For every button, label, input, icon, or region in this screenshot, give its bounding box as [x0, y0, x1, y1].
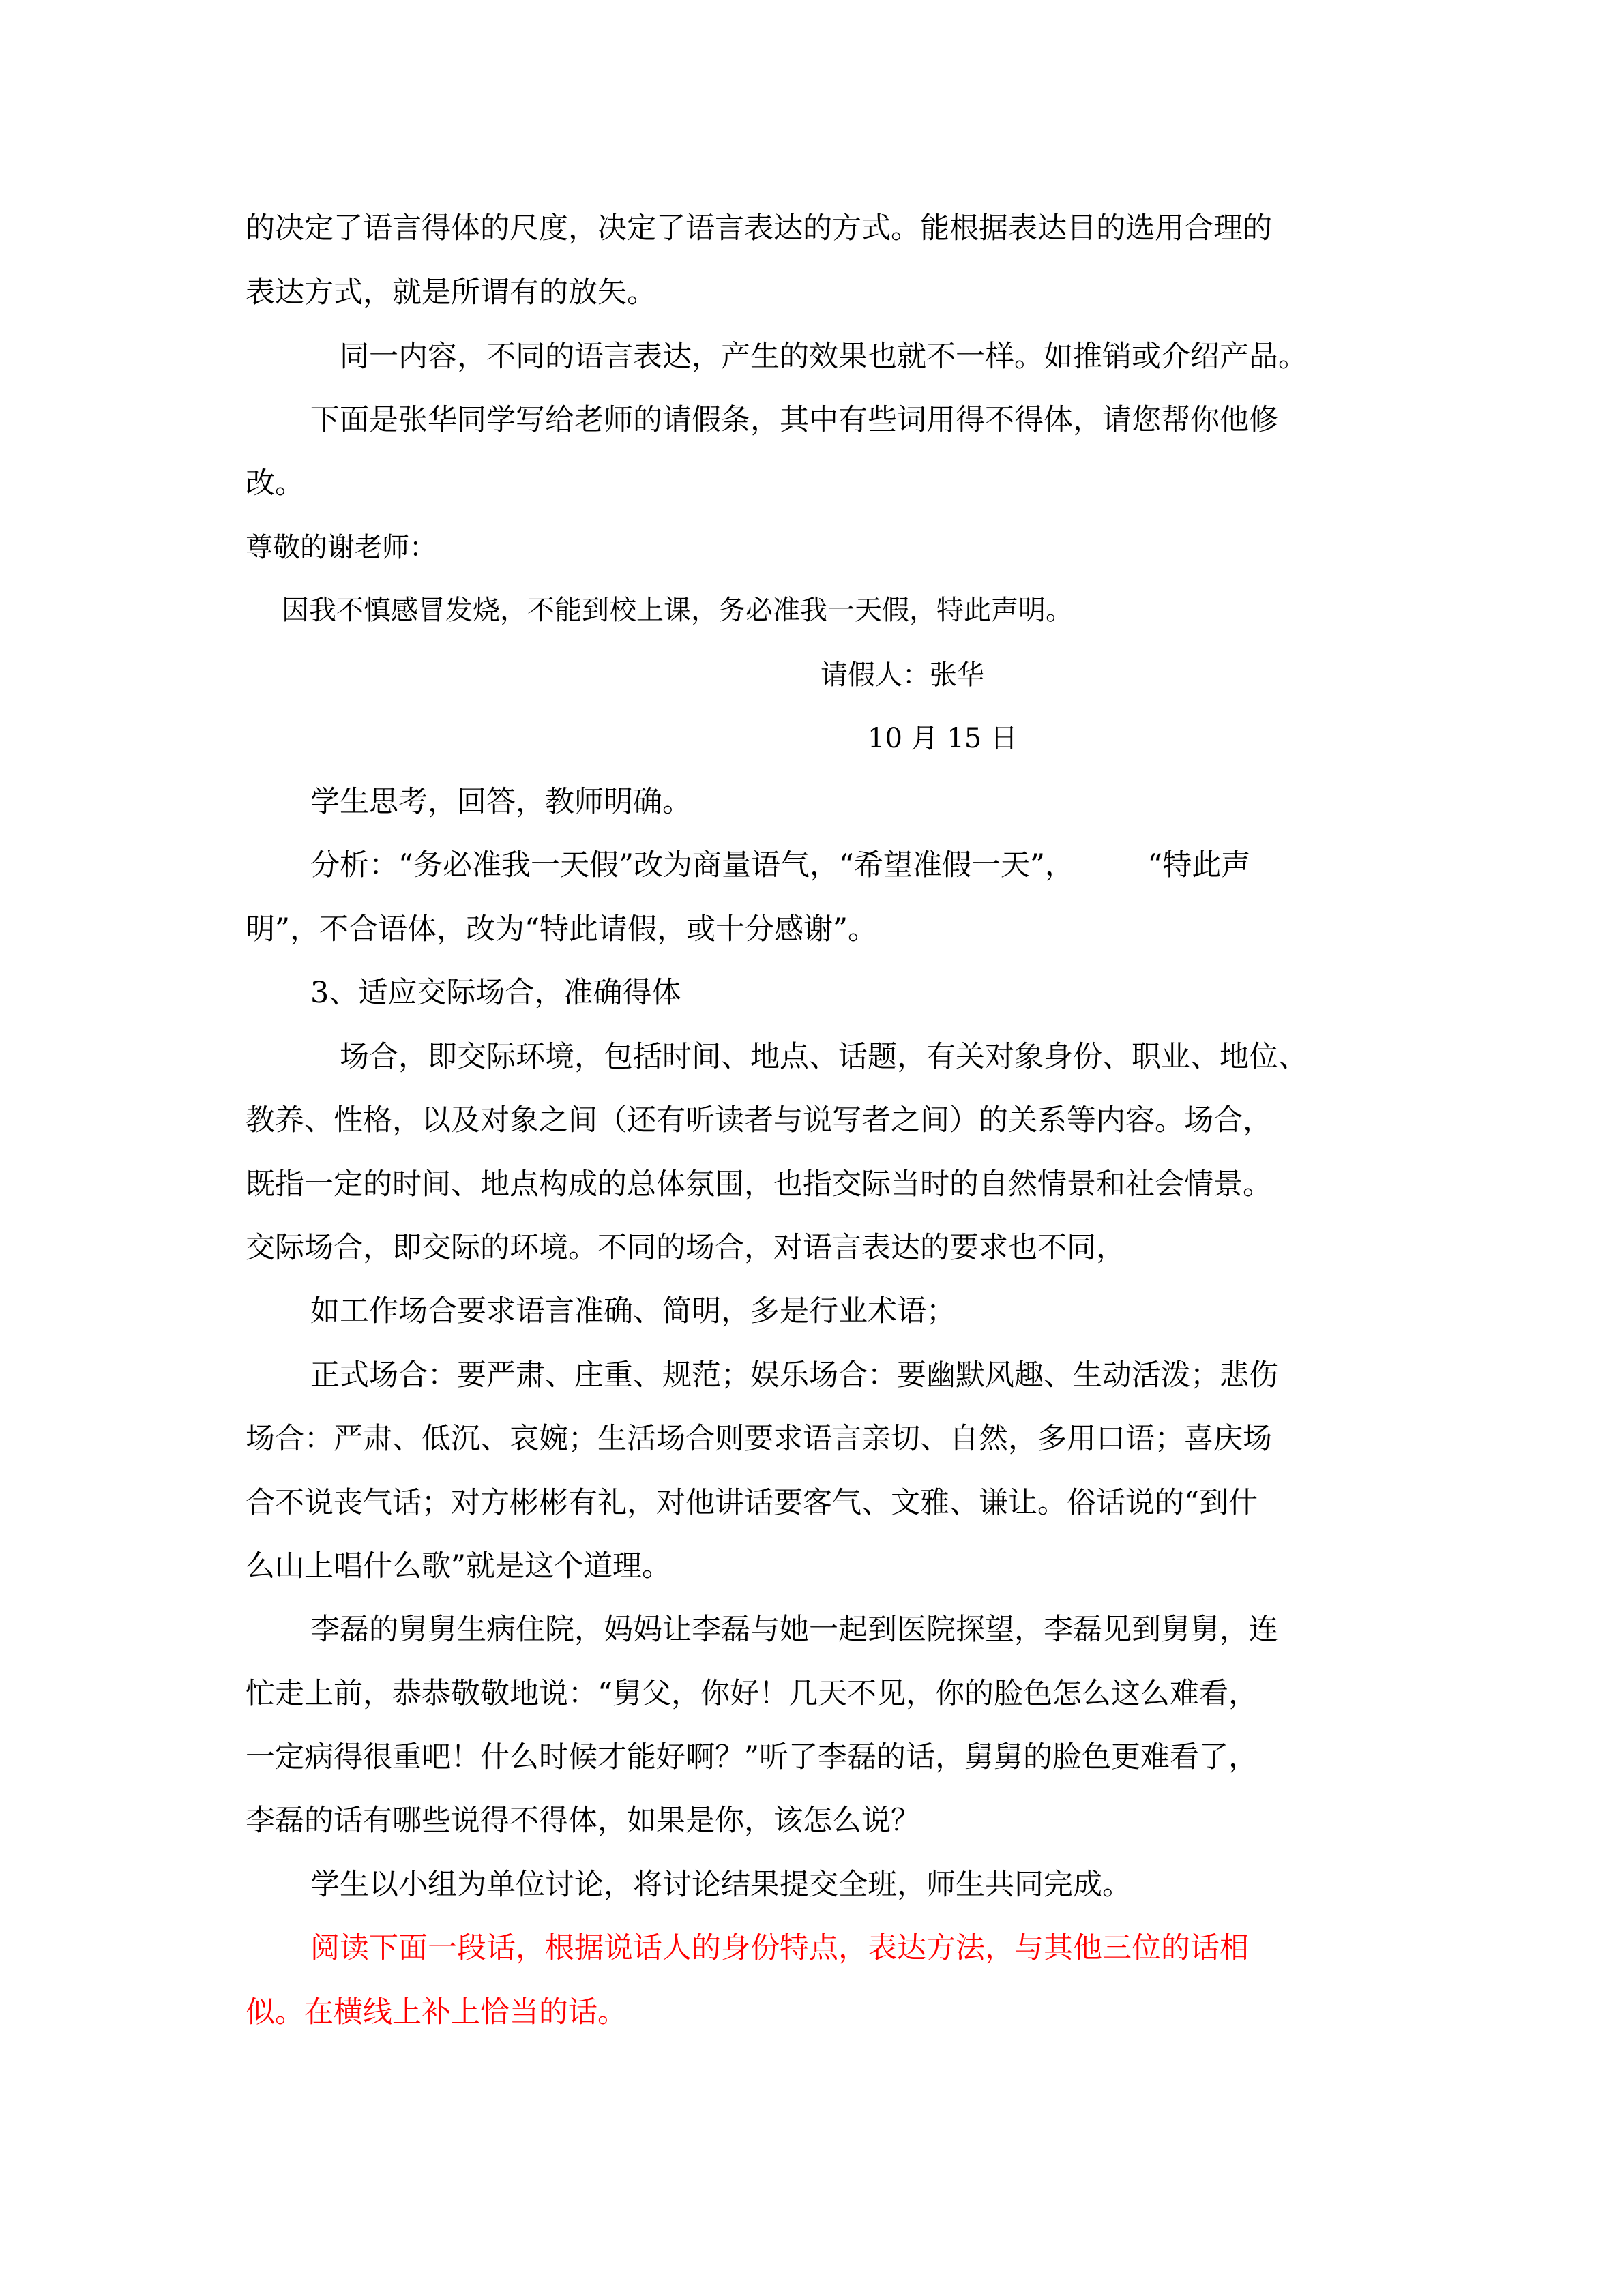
text-line: 学生思考，回答，教师明确。 [310, 785, 692, 819]
text-line: 改。 [246, 466, 304, 501]
text-line: 如工作场合要求语言准确、简明，多是行业术语； [310, 1294, 956, 1328]
text-line: 李磊的话有哪些说得不得体，如果是你，该怎么说？ [246, 1804, 920, 1838]
text-line: 正式场合：要严肃、庄重、规范；娱乐场合：要幽默风趣、生动活泼；悲伤 [310, 1358, 1278, 1392]
exercise-prompt: 似。在横线上补上恰当的话。 [246, 1995, 627, 2029]
text-line: 学生以小组为单位讨论，将讨论结果提交全班，师生共同完成。 [310, 1868, 1132, 1902]
note-date: 10 月 15 日 [868, 723, 1018, 754]
text-line: 同一内容，不同的语言表达，产生的效果也就不一样。如推销或介绍产品。 [310, 340, 1308, 374]
text-line: 李磊的舅舅生病住院，妈妈让李磊与她一起到医院探望，李磊见到舅舅，连 [310, 1613, 1278, 1647]
text-line: 既指一定的时间、地点构成的总体氛围，也指交际当时的自然情景和社会情景。 [246, 1167, 1272, 1202]
text-line: 忙走上前，恭恭敬敬地说：“舅父，你好！几天不见，你的脸色怎么这么难看， [246, 1677, 1258, 1711]
text-line: 场合，即交际环境，包括时间、地点、话题，有关对象身份、职业、地位、 [310, 1040, 1308, 1074]
text-line: 教养、性格，以及对象之间（还有听读者与说写者之间）的关系等内容。场合， [246, 1103, 1272, 1137]
text-line: 的决定了语言得体的尺度，决定了语言表达的方式。能根据表达目的选用合理的 [246, 211, 1272, 245]
text-line: 合不说丧气话；对方彬彬有礼，对他讲话要客气、文雅、谦让。俗话说的“到什 [246, 1486, 1258, 1520]
text-line: 明”，不合语体，改为“特此请假，或十分感谢”。 [246, 912, 877, 946]
note-salutation: 尊敬的谢老师： [246, 532, 437, 563]
exercise-prompt: 阅读下面一段话，根据说话人的身份特点，表达方法，与其他三位的话相 [310, 1931, 1249, 1965]
text-line: 表达方式，就是所谓有的放矢。 [246, 275, 656, 310]
note-body: 因我不慎感冒发烧，不能到校上课，务必准我一天假，特此声明。 [282, 595, 1073, 626]
text-line: 么山上唱什么歌”就是这个道理。 [246, 1549, 671, 1583]
text-line: 一定病得很重吧！什么时候才能好啊？”听了李磊的话，舅舅的脸色更难看了， [246, 1740, 1258, 1774]
text-line: 场合：严肃、低沉、哀婉；生活场合则要求语言亲切、自然，多用口语；喜庆场 [246, 1422, 1272, 1456]
note-signature: 请假人：张华 [821, 659, 984, 691]
text-line: 下面是张华同学写给老师的请假条，其中有些词用得不得体，请您帮你他修 [310, 403, 1278, 437]
section-heading: 3、适应交际场合，准确得体 [310, 976, 681, 1010]
text-line: 分析：“务必准我一天假”改为商量语气，“希望准假一天”， “特此声 [310, 848, 1251, 882]
text-line: 交际场合，即交际的环境。不同的场合，对语言表达的要求也不同， [246, 1231, 1125, 1265]
